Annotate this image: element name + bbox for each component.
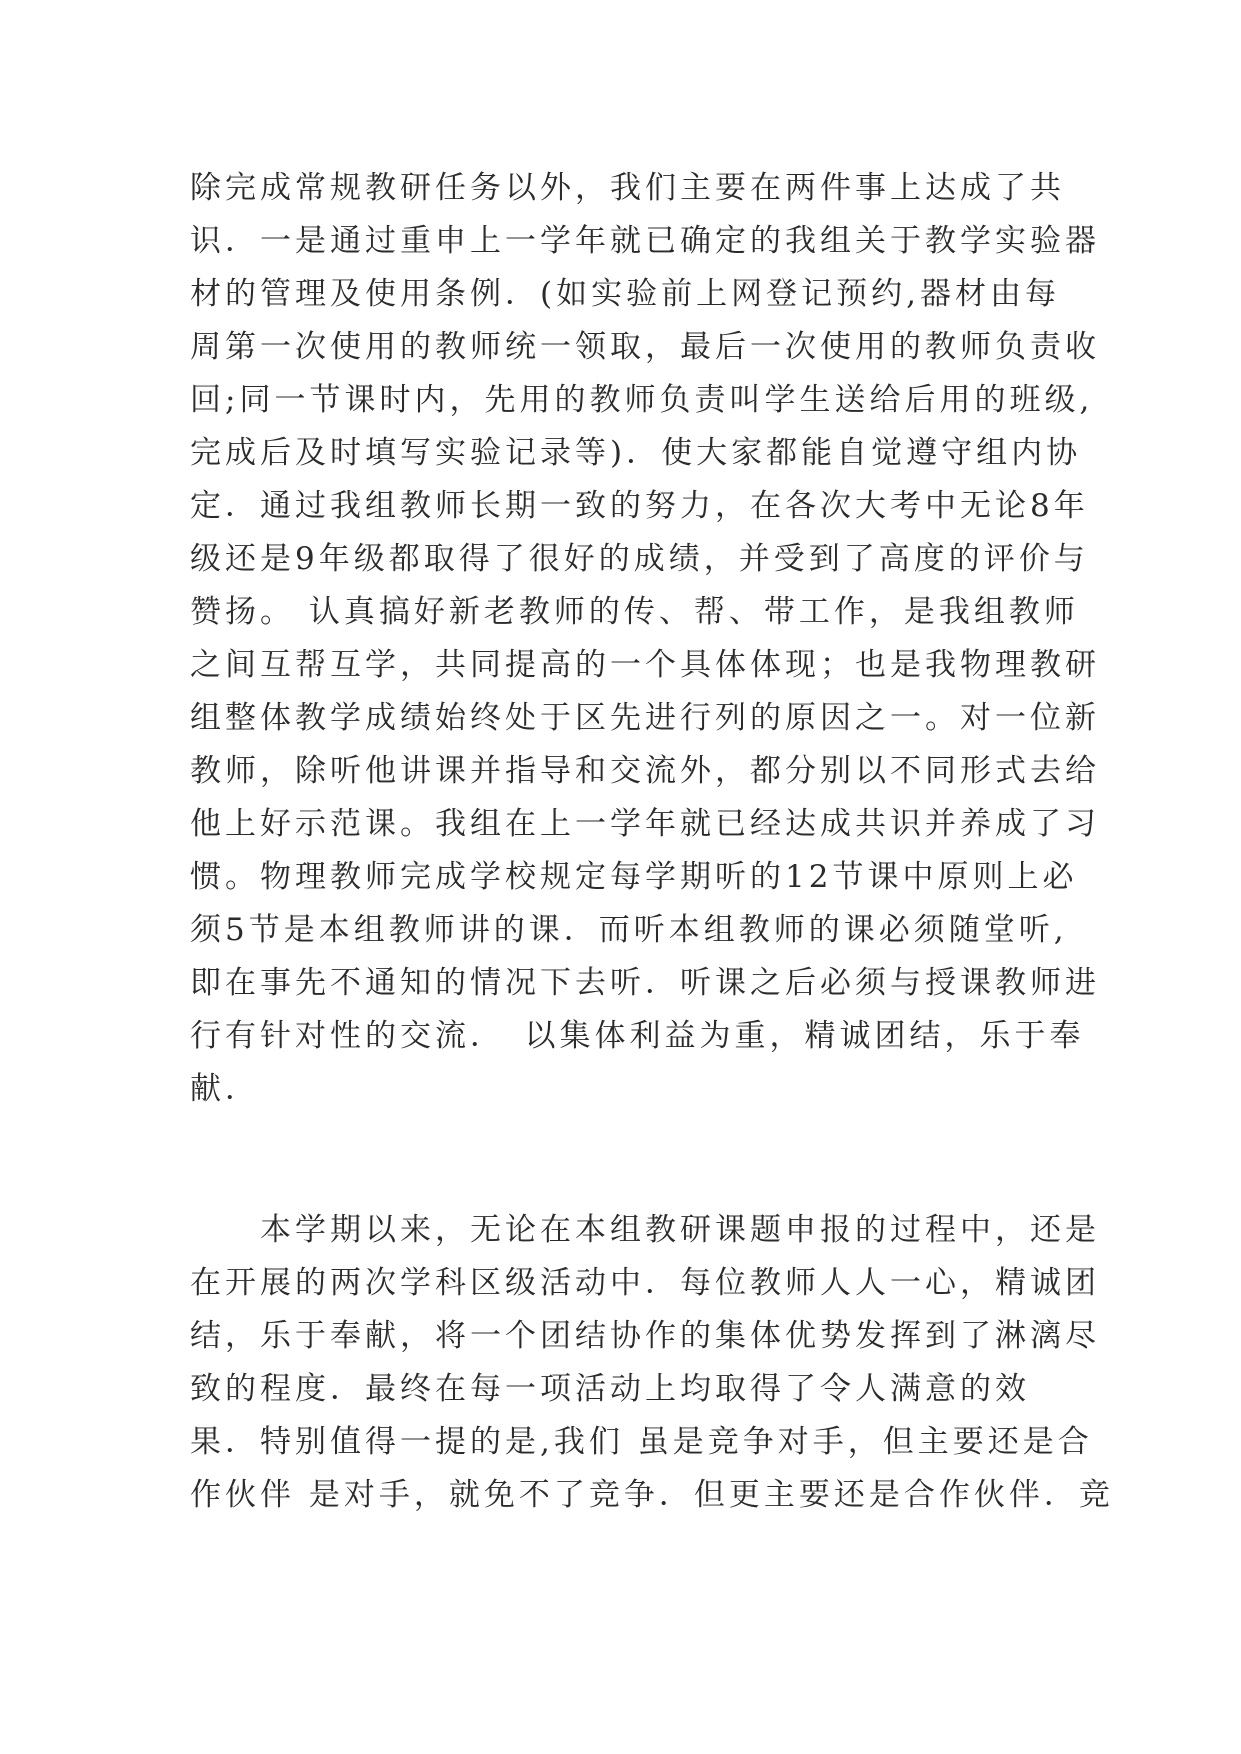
paragraph-line: 行有针对性的交流． 以集体利益为重，精诚团结，乐于奉	[190, 1018, 1085, 1054]
paragraph-line: 级还是9年级都取得了很好的成绩，并受到了高度的评价与	[190, 541, 1089, 577]
paragraph-line: 组整体教学成绩始终处于区先进行列的原因之一。对一位新	[190, 700, 1100, 736]
paragraph-line: 回;同一节课时内，先用的教师负责叫学生送给后用的班级,	[190, 382, 1094, 418]
paragraph-line: 本学期以来，无论在本组教研课题申报的过程中，还是	[190, 1212, 1100, 1248]
paragraph-line: 材的管理及使用条例．(如实验前上网登记预约,器材由每	[190, 276, 1060, 312]
paragraph-line: 惯。物理教师完成学校规定每学期听的12节课中原则上必	[190, 859, 1078, 895]
paragraph-line: 赞扬。 认真搞好新老教师的传、帮、带工作，是我组教师	[190, 594, 1079, 630]
paragraph-1	[190, 162, 1100, 1116]
paragraph-line: 致的程度．最终在每一项活动上均取得了令人满意的效	[190, 1371, 1030, 1407]
paragraph-line: 识．一是通过重申上一学年就已确定的我组关于教学实验器	[190, 223, 1100, 259]
paragraph-line: 在开展的两次学科区级活动中．每位教师人人一心，精诚团	[190, 1265, 1100, 1301]
paragraph-line: 献．	[190, 1071, 260, 1107]
paragraph-2	[190, 1204, 1114, 1522]
paragraph-line: 完成后及时填写实验记录等)．使大家都能自觉遵守组内协	[190, 435, 1082, 471]
paragraph-line: 定．通过我组教师长期一致的努力，在各次大考中无论8年	[190, 488, 1089, 524]
paragraph-line: 即在事先不通知的情况下去听．听课之后必须与授课教师进	[190, 965, 1100, 1001]
paragraph-line: 作伙伴 是对手，就免不了竞争．但更主要还是合作伙伴．竞	[190, 1477, 1114, 1513]
paragraph-line: 教师，除听他讲课并指导和交流外，都分别以不同形式去给	[190, 753, 1100, 789]
paragraph-line: 他上好示范课。我组在上一学年就已经达成共识并养成了习	[190, 806, 1100, 842]
paragraph-line: 周第一次使用的教师统一领取，最后一次使用的教师负责收	[190, 329, 1100, 365]
paragraph-line: 除完成常规教研任务以外，我们主要在两件事上达成了共	[190, 170, 1065, 206]
paragraph-line: 之间互帮互学，共同提高的一个具体体现；也是我物理教研	[190, 647, 1100, 683]
paragraph-line: 结，乐于奉献，将一个团结协作的集体优势发挥到了淋漓尽	[190, 1318, 1100, 1354]
paragraph-line: 果．特别值得一提的是,我们 虽是竞争对手，但主要还是合	[190, 1424, 1093, 1460]
paragraph-line: 须5节是本组教师讲的课．而听本组教师的课必须随堂听,	[190, 912, 1068, 948]
